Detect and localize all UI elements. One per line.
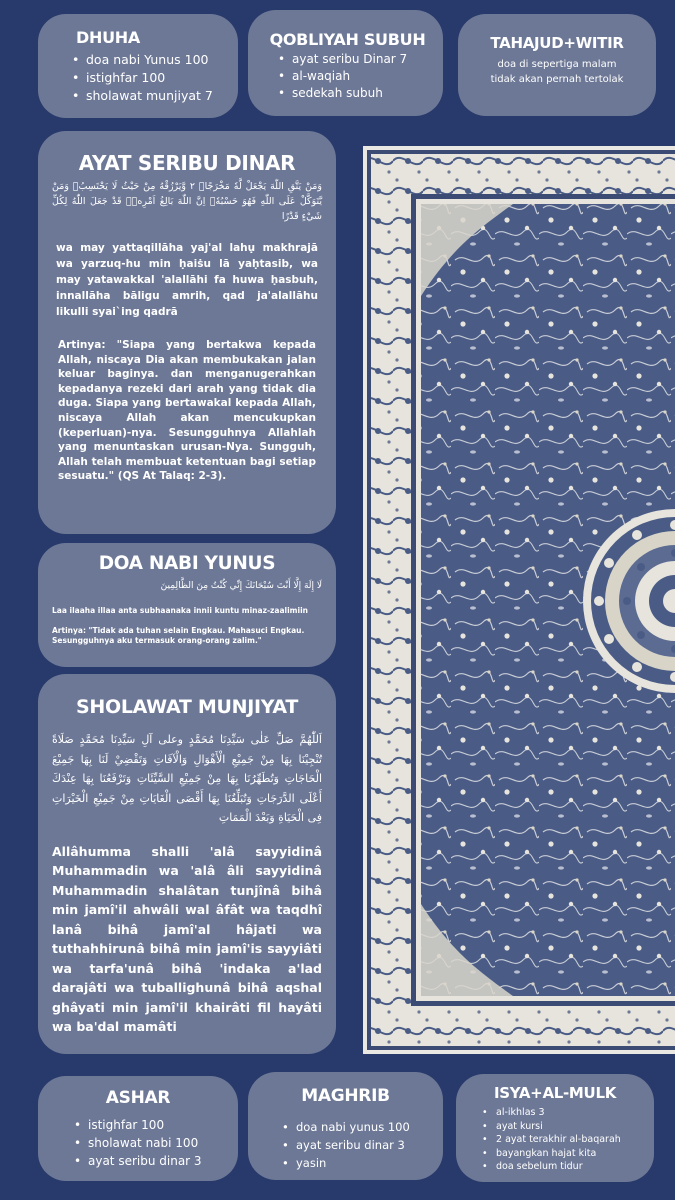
list-item: • bayangkan hajat kita	[482, 1147, 644, 1161]
card-title: MAGHRIB	[301, 1086, 390, 1106]
card-title: ASHAR	[105, 1088, 171, 1108]
routine-list	[52, 1116, 224, 1170]
arabic-verse: وَمَنْ يَتَّقِ اللّٰهَ يَجْعَلْ لَّهٗ مَخْرَجًاۙ ٢ وَّيَرْزُقْهُ مِنْ حَيْثُ لَا يَحْتَسِبُۗ وَمَنْ يَّتَوَكَّلْ عَلَى اللّٰهِ فَهُوَ حَسْبُهٗۗ اِنَّ اللّٰهَ بَالِغُ اَمْرِهٖۗ قَدْ جَعَلَ اللّٰهُ لِكُلِّ شَيْءٍ قَدْرًا	[52, 181, 322, 222]
list-item: • doa nabi Yunus 100	[72, 51, 224, 69]
card-doa-nabi-yunus	[38, 543, 336, 667]
list-item: • ayat kursi	[482, 1120, 644, 1134]
list-item: • istighfar 100	[72, 69, 224, 87]
list-item: • sholawat nabi 100	[74, 1134, 224, 1152]
list-item: • sedekah subuh	[278, 85, 435, 102]
card-title: DOA NABI YUNUS	[98, 553, 276, 574]
list-item: • sholawat munjiyat 7	[72, 87, 224, 105]
list-item: • ayat seribu dinar 3	[282, 1136, 431, 1154]
list-item: • al-waqiah	[278, 68, 435, 85]
card-title: SHOLAWAT MUNJIYAT	[75, 696, 298, 718]
latin-transliteration: wa may yattaqillāha yaj'al lahụ makhrajā wa yarzuq-hu min ḥaiṡu lā yaḥtasib, wa may yatawakkal 'alallāhi fa huwa ḥasbuh, innallāha bāligu amrih, qad ja'alallāhu likulli syai`ing qadrā	[56, 242, 318, 318]
translation: Artinya: "Tidak ada tuhan selain Engkau. Mahasuci Engkau. Sesungguhnya aku termasuk orang-orang zalim."	[52, 626, 305, 645]
list-item: • doa nabi yunus 100	[282, 1118, 431, 1136]
routine-list	[54, 51, 224, 105]
arabic-verse: لَا إِلَهَ إِلَّا أَنْتَ سُبْحَانَكَ إِنِّي كُنْتُ مِنَ الظَّالِمِينَ	[160, 581, 322, 591]
list-item: • istighfar 100	[74, 1116, 224, 1134]
list-item: • ayat seribu dinar 3	[74, 1152, 224, 1170]
card-isya-al-mulk	[456, 1074, 654, 1182]
rug-illustration	[363, 146, 675, 1054]
card-ayat-seribu-dinar	[38, 131, 336, 534]
list-item: • 2 ayat terakhir al-baqarah	[482, 1133, 644, 1147]
card-dhuha	[38, 14, 238, 118]
latin-transliteration: Allâhumma shalli 'alâ sayyidinâ Muhammadin wa 'alâ âli sayyidinâ Muhammadin shalâtan tunjînâ bihâ min jamî'il ahwâli wal âfât wa taqdhî lanâ bihâ jamî'al hâjati wa tuthahhirunâ bihâ min jamî'is sayyiâti wa tarfa'unâ bihâ 'indaka a'lad darajâti wa tuballighunâ bihâ aqshal ghâyati min jamî'il khairâti fil hayâti wa ba'dal mamâti	[52, 843, 322, 1034]
card-title: AYAT SERIBU DINAR	[78, 151, 296, 175]
card-qobliyah-subuh	[248, 10, 443, 116]
list-item: • ayat seribu Dinar 7	[278, 51, 435, 68]
routine-list	[466, 1106, 644, 1174]
translation: Artinya: "Siapa yang bertakwa kepada Allah, niscaya Dia akan membukakan jalan keluar baginya. dan menganugerahkan kepadanya rezeki dari arah yang tidak dia duga. Siapa yang bertawakal kepada Allah, niscaya Allah akan mencukupkan (keperluan)-nya. Sesungguhnya Allahlah yang menuntaskan urusan-Nya. Sungguh, Allah telah membuat ketentuan bagi setiap sesuatu." (QS At Talaq: 2-3).	[58, 339, 316, 483]
card-text: doa di sepertiga malam tidak akan pernah tertolak	[490, 59, 624, 85]
list-item: • doa sebelum tidur	[482, 1160, 644, 1174]
card-sholawat-munjiyat	[38, 674, 336, 1054]
prayer-rug-image	[363, 146, 675, 1054]
card-tahajud-witir	[458, 14, 656, 116]
card-title: DHUHA	[76, 28, 140, 47]
routine-list	[260, 1118, 431, 1172]
list-item: • al-ikhlas 3	[482, 1106, 644, 1120]
card-ashar	[38, 1076, 238, 1181]
latin-transliteration: Laa ilaaha illaa anta subhaanaka innii kuntu minaz-zaalimiin	[52, 606, 308, 615]
card-title: QOBLIYAH SUBUH	[269, 30, 426, 49]
list-item: • yasin	[282, 1154, 431, 1172]
card-maghrib	[248, 1072, 443, 1180]
arabic-verse: اَللّٰهُمَّ صَلِّ عَلٰى سَيِّدِنَا مُحَمَّدٍ وعلى آلِ سَيِّدِنَا مُحَمَّدٍ صَلَاةً تُنْجِيْنَا بِهَا مِنْ جَمِيْعِ الْأَهْوَالِ وَالْآفَاتِ وَتَقْضِيْ لَنَا بِهَا جَمِيْعَ الْحَاجَاتِ وَتُطَهِّرُنَا بِهَا مِنْ جَمِيْعِ السَّيِّئَاتِ وَتَرْفَعُنَا بِهَا عِنْدَكَ أَعْلَى الدَّرَجَاتِ وَتُبَلِّغُنَا بِهَا أَقْصَى الْغَايَاتِ مِنْ جَمِيْعِ الْخَيْرَاتِ فِى الْحَيَاةِ وَبَعْدَ الْمَمَاتِ	[52, 733, 322, 824]
card-title: TAHAJUD+WITIR	[490, 34, 624, 52]
routine-list	[260, 51, 435, 102]
card-title: ISYA+AL-MULK	[493, 1084, 617, 1102]
